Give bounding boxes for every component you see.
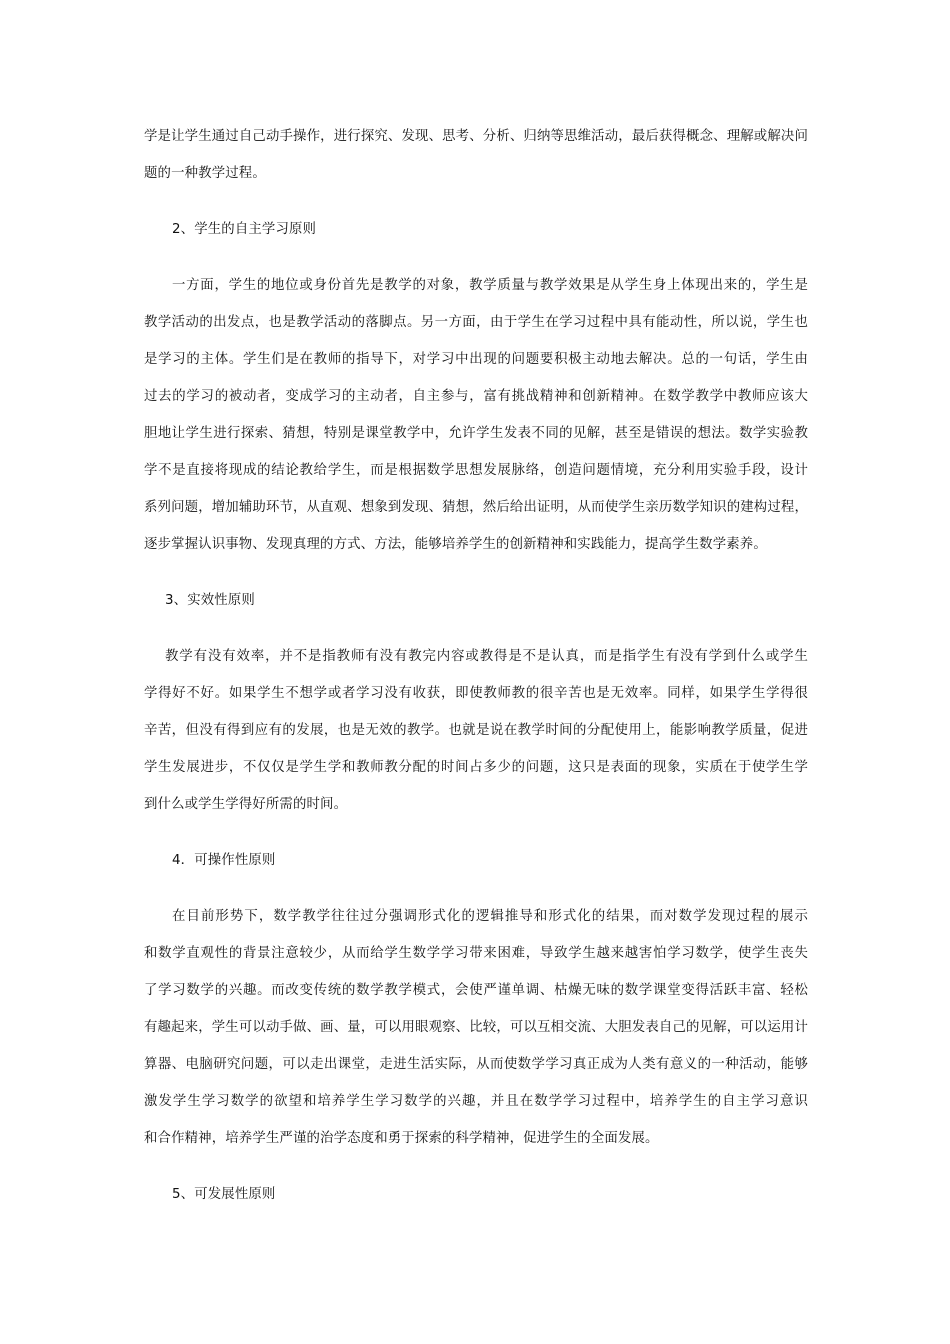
section-heading: 3、实效性原则 — [165, 593, 255, 608]
paragraph-line: 到什么或学生学得好所需的时间。 — [144, 797, 348, 812]
paragraph-line: 逐步掌握认识事物、发现真理的方式、方法，能够培养学生的创新精神和实践能力，提高学生数学素养。 — [144, 537, 767, 552]
paragraph-line: 和合作精神，培养学生严谨的治学态度和勇于探索的科学精神，促进学生的全面发展。 — [144, 1131, 659, 1146]
paragraph-line: 教学有没有效率，并不是指教师有没有教完内容或教得是不是认真，而是指学生有没有学到什么或学生 — [165, 649, 808, 664]
section-heading: 4．可操作性原则 — [172, 853, 276, 868]
paragraph-line: 教学活动的出发点，也是教学活动的落脚点。另一方面，由于学生在学习过程中具有能动性，所以说，学生也 — [144, 315, 808, 330]
paragraph-line: 学是让学生通过自己动手操作，进行探究、发现、思考、分析、归纳等思维活动，最后获得概念、理解或解决问 — [144, 129, 808, 144]
paragraph-line: 系列问题，增加辅助环节，从直观、想象到发现、猜想，然后给出证明，从而使学生亲历数学知识的建构过程， — [144, 500, 808, 515]
paragraph-line: 算器、电脑研究问题，可以走出课堂，走进生活实际，从而使数学学习真正成为人类有意义的一种活动，能够 — [144, 1057, 808, 1072]
paragraph-line: 辛苦，但没有得到应有的发展，也是无效的教学。也就是说在教学时间的分配使用上，能影响教学质量，促进 — [144, 723, 808, 738]
paragraph-line: 题的一种教学过程。 — [144, 166, 266, 181]
paragraph-line: 了学习数学的兴趣。而改变传统的数学教学模式，会使严谨单调、枯燥无味的数学课堂变得活跃丰富、轻松 — [144, 983, 808, 998]
paragraph-line: 学不是直接将现成的结论教给学生，而是根据数学思想发展脉络，创造问题情境，充分利用实验手段，设计 — [144, 463, 808, 478]
paragraph-line: 是学习的主体。学生们是在教师的指导下，对学习中出现的问题要积极主动地去解决。总的一句话，学生由 — [144, 352, 808, 367]
paragraph-line: 一方面，学生的地位或身份首先是教学的对象，教学质量与教学效果是从学生身上体现出来的，学生是 — [172, 278, 808, 293]
paragraph-line: 有趣起来，学生可以动手做、画、量，可以用眼观察、比较，可以互相交流、大胆发表自己的见解，可以运用计 — [144, 1020, 808, 1035]
section-heading: 5、可发展性原则 — [172, 1187, 276, 1202]
paragraph-line: 和数学直观性的背景注意较少，从而给学生数学学习带来困难，导致学生越来越害怕学习数学，使学生丧失 — [144, 946, 808, 961]
paragraph-line: 胆地让学生进行探索、猜想，特别是课堂教学中，允许学生发表不同的见解，甚至是错误的想法。数学实验教 — [144, 426, 808, 441]
paragraph-line: 过去的学习的被动者，变成学习的主动者，自主参与，富有挑战精神和创新精神。在数学教学中教师应该大 — [144, 389, 808, 404]
paragraph-line: 激发学生学习数学的欲望和培养学生学习数学的兴趣，并且在数学学习过程中，培养学生的自主学习意识 — [144, 1094, 808, 1109]
paragraph-line: 学生发展进步，不仅仅是学生学和教师教分配的时间占多少的问题，这只是表面的现象，实质在于使学生学 — [144, 760, 808, 775]
section-heading: 2、学生的自主学习原则 — [172, 222, 317, 237]
paragraph-line: 在目前形势下，数学教学往往过分强调形式化的逻辑推导和形式化的结果，而对数学发现过程的展示 — [172, 909, 808, 924]
paragraph-line: 学得好不好。如果学生不想学或者学习没有收获，即使教师教的很辛苦也是无效率。同样，如果学生学得很 — [144, 686, 808, 701]
